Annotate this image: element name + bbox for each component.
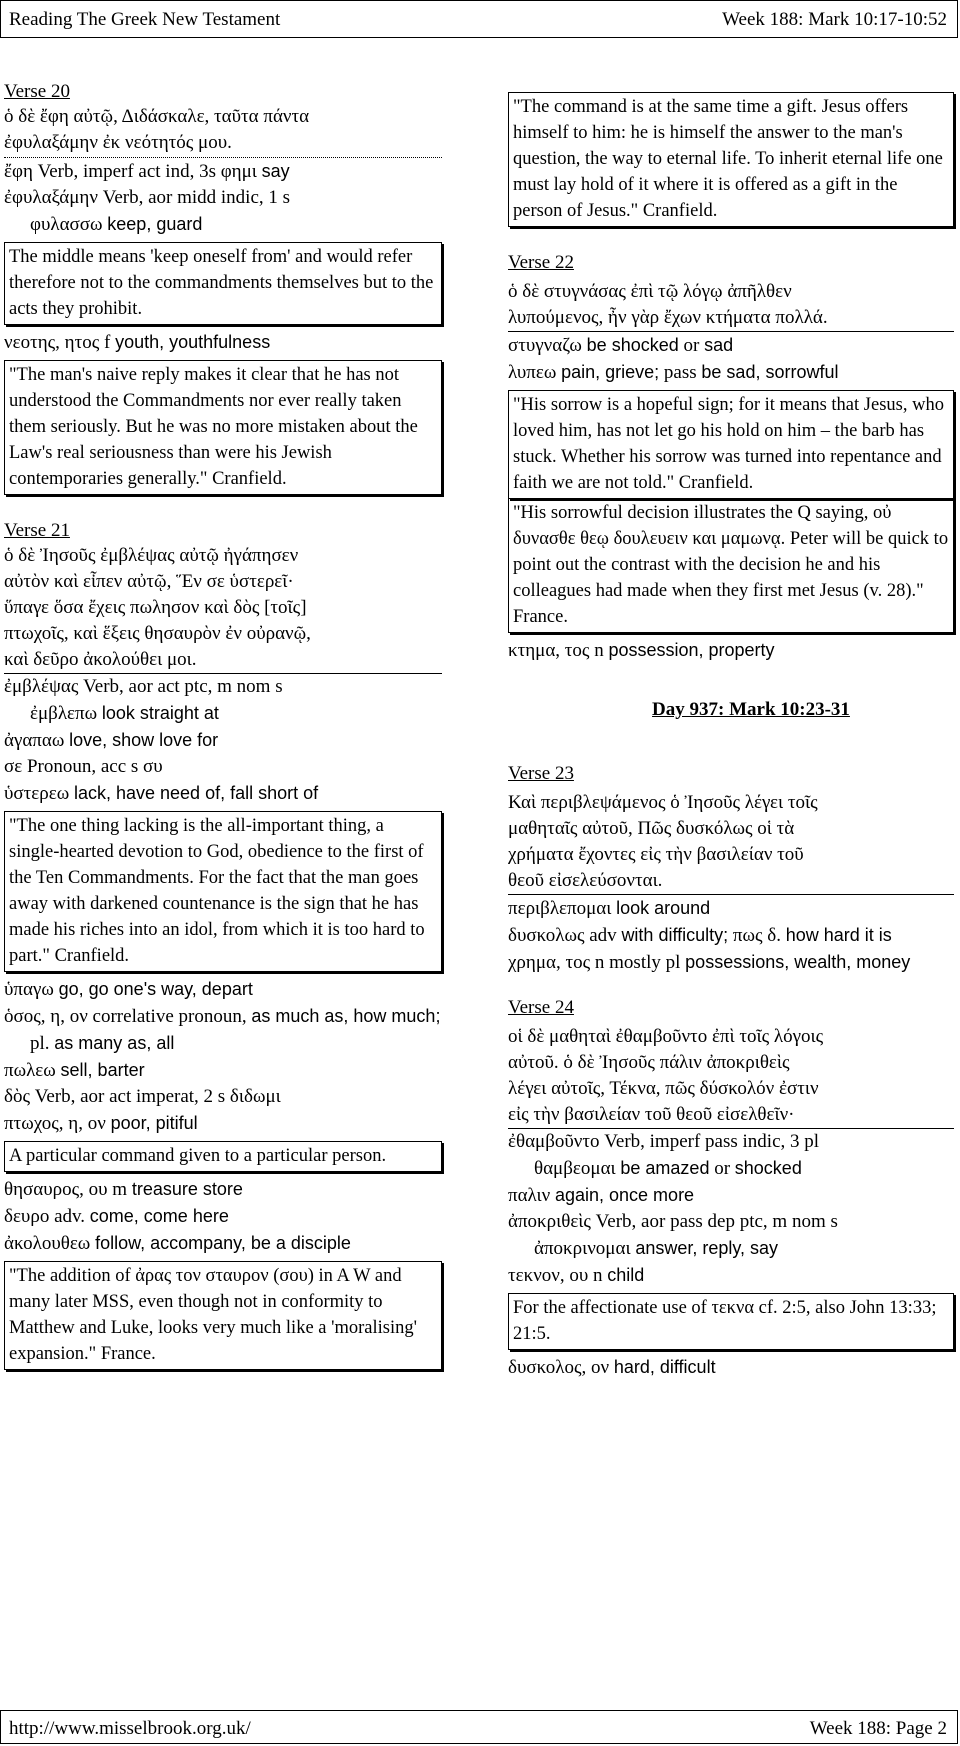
header-week: Week 188: Mark 10:17-10:52 [722, 9, 947, 30]
verse-23-heading: Verse 23 [508, 763, 574, 784]
vocab-entry: ἐφυλαξάμην Verb, aor midd indic, 1 s [4, 187, 291, 208]
commentary-note: "The one thing lacking is the all-important thing, a single-hearted devotion to God, obedience to the first of the Ten Commandments. For the fact that the man goes away with darkened countenance is the sign that he has made his riches into an idol, from which it is too hard to part." Cranfield. [4, 811, 442, 972]
verse-20-text-line: ὁ δὲ ἔφη αὐτῷ, Διδάσκαλε, ταῦτα πάντα [4, 106, 310, 127]
verse-23-text-line: μαθηταῖς αὐτοῦ, Πῶς δυσκόλως οἱ τὰ [508, 818, 795, 839]
footer-page-number: Week 188: Page 2 [809, 1718, 947, 1739]
page-footer [0, 1710, 958, 1744]
verse-21-text-line: αὐτὸν καὶ εἶπεν αὐτῷ, Ἕν σε ὑστερεῖ· [4, 571, 294, 592]
verse-24-text-line: εἰς τὴν βασιλείαν τοῦ θεοῦ εἰσελθεῖν· [508, 1102, 954, 1129]
vocab-entry: πτωχος, η, ον poor, pitiful [4, 1113, 198, 1134]
verse-22-text-line: ὁ δὲ στυγνάσας ἐπὶ τῷ λόγῳ ἀπῆλθεν [508, 281, 792, 302]
commentary-note: "His sorrow is a hopeful sign; for it means that Jesus, who loved him, has not let go his hold on him – the barb has stuck. Whether his sorrow was turned into repentance and faith we are not told." Cranfield. [508, 390, 954, 499]
verse-21-text-line: ὁ δὲ Ἰησοῦς ἐμβλέψας αὐτῷ ἠγάπησεν [4, 545, 299, 566]
page-header [0, 0, 958, 38]
vocab-entry: χρημα, τος n mostly pl possessions, wealth, money [508, 952, 911, 973]
vocab-entry: δὸς Verb, aor act imperat, 2 s διδωμι [4, 1086, 281, 1107]
vocab-entry: θησαυρος, ου m treasure store [4, 1179, 243, 1200]
vocab-entry: περιβλεπομαι look around [508, 898, 711, 919]
verse-20-heading: Verse 20 [4, 81, 70, 102]
vocab-entry: ἀγαπαω love, show love for [4, 730, 219, 751]
commentary-note: For the affectionate use of τεκνα cf. 2:5, also John 13:33; 21:5. [508, 1293, 954, 1350]
vocab-entry: νεοτης, ητος f youth, youthfulness [4, 332, 271, 353]
verse-22-heading: Verse 22 [508, 252, 574, 273]
vocab-entry: ἀποκρινομαι answer, reply, say [534, 1238, 779, 1259]
vocab-entry: ὁσος, η, ον correlative pronoun, as much as, how much; pl. as many as, all [4, 1006, 441, 1054]
commentary-note: "The command is at the same time a gift. Jesus offers himself to him: he is himself the answer to the man's question, the way to eternal life. To inherit eternal life one must lay hold of it where it is offered as a gift in the person of Jesus." Cranfield. [508, 92, 954, 227]
verse-20-text-line: ἐφυλαξάμην ἐκ νεότητός μου. [4, 132, 232, 153]
vocab-entry: ἐμβλεπω look straight at [30, 703, 219, 724]
right-column [508, 80, 954, 1381]
vocab-entry: σε Pronoun, acc s συ [4, 756, 163, 777]
verse-24-text-line: αὐτοῦ. ὁ δὲ Ἰησοῦς πάλιν ἀποκριθεὶς [508, 1052, 790, 1073]
verse-23-text-line: Καὶ περιβλεψάμενος ὁ Ἰησοῦς λέγει τοῖς [508, 792, 818, 813]
vocab-entry: τεκνον, ου n child [508, 1265, 645, 1286]
verse-23-text-line: θεοῦ εἰσελεύσονται. [508, 868, 954, 895]
verse-22-text-line: λυπούμενος, ἦν γὰρ ἔχων κτήματα πολλά. [508, 305, 954, 332]
verse-21-heading: Verse 21 [4, 520, 70, 541]
vocab-entry: ὑπαγω go, go one's way, depart [4, 979, 253, 1000]
vocab-entry: ἀποκριθεὶς Verb, aor pass dep ptc, m nom s [508, 1211, 838, 1232]
verse-24-text-line: λέγει αὐτοῖς, Τέκνα, πῶς δύσκολόν ἐστιν [508, 1078, 819, 1099]
vocab-entry: πωλεω sell, barter [4, 1060, 145, 1081]
header-title: Reading The Greek New Testament [9, 9, 281, 30]
verse-23-text-line: χρήματα ἔχοντες εἰς τὴν βασιλείαν τοῦ [508, 844, 804, 865]
vocab-entry: λυπεω pain, grieve; pass be sad, sorrowful [508, 362, 839, 383]
vocab-entry: φυλασσω keep, guard [30, 214, 203, 235]
verse-21-text-line: πτωχοῖς, καὶ ἕξεις θησαυρὸν ἐν οὐρανῷ, [4, 623, 311, 644]
vocab-entry: ἐμβλέψας Verb, aor act ptc, m nom s [4, 676, 283, 697]
footer-url-link[interactable]: http://www.misselbrook.org.uk/ [9, 1718, 251, 1739]
commentary-note: The middle means 'keep oneself from' and would refer therefore not to the commandments themselves but to the acts they prohibit. [4, 242, 442, 325]
vocab-entry: ὑστερεω lack, have need of, fall short of [4, 783, 319, 804]
vocab-entry: στυγναζω be shocked or sad [508, 335, 734, 356]
verse-21-text-line: καὶ δεῦρο ἀκολούθει μοι. [4, 647, 442, 674]
vocab-entry: θαμβεομαι be amazed or shocked [534, 1158, 802, 1179]
verse-21-text-line: ὕπαγε ὅσα ἔχεις πωλησον καὶ δὸς [τοῖς] [4, 597, 307, 618]
commentary-note: "His sorrowful decision illustrates the Q saying, οὐ δυνασθε θεῳ δουλευειν και μαμωνᾳ. Peter will be quick to point out the contrast with the decision he and his colleagues had made when they first met Jesus (v. 28)." France. [508, 498, 954, 633]
commentary-note: A particular command given to a particular person. [4, 1141, 442, 1172]
commentary-note: "The addition of ἀρας τον σταυρον (σου) in A W and many later MSS, even though not in conformity to Matthew and Luke, looks very much like a 'moralising' expansion." France. [4, 1261, 442, 1370]
vocab-entry: κτημα, τος n possession, property [508, 640, 775, 661]
day-heading: Day 937: Mark 10:23-31 [652, 699, 850, 720]
verse-24-text-line: οἱ δὲ μαθηταὶ ἐθαμβοῦντο ἐπὶ τοῖς λόγοις [508, 1026, 824, 1047]
vocab-entry: δυσκολως adv with difficulty; πως δ. how hard it is [508, 925, 892, 946]
vocab-entry: δευρο adv. come, come here [4, 1206, 229, 1227]
vocab-entry: ἔφη Verb, imperf act ind, 3s φημι say [4, 161, 290, 182]
verse-24-heading: Verse 24 [508, 997, 574, 1018]
vocab-entry: ἀκολουθεω follow, accompany, be a disciple [4, 1233, 351, 1254]
vocab-entry: δυσκολος, ον hard, difficult [508, 1357, 716, 1378]
commentary-note: "The man's naive reply makes it clear that he has not understood the Commandments nor ever really taken them seriously. But he was no more mistaken about the Law's real seriousness than were his Jewish contemporaries generally." Cranfield. [4, 360, 442, 495]
vocab-entry: ἐθαμβοῦντο Verb, imperf pass indic, 3 pl [508, 1131, 820, 1152]
vocab-entry: παλιν again, once more [508, 1185, 695, 1206]
left-column [4, 80, 442, 1374]
